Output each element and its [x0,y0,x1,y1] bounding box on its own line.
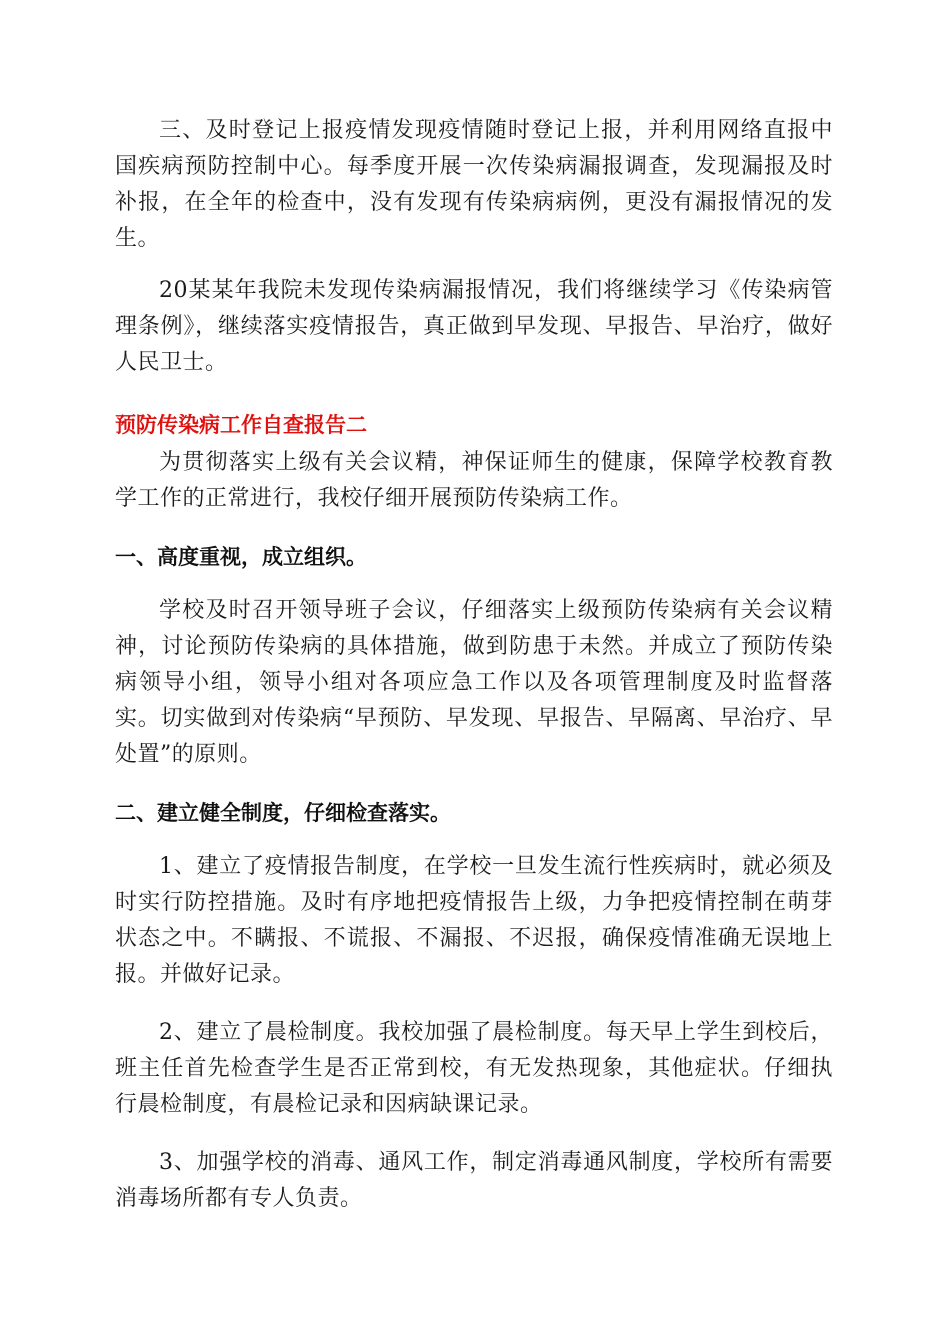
paragraph-morning-check: 2、建立了晨检制度。我校加强了晨检制度。每天早上学生到校后，班主任首先检查学生是否正常到校，有无发热现象，其他症状。仔细执行晨检制度，有晨检记录和因病缺课记录。 [115,1020,833,1117]
document-body [115,113,833,1233]
paragraph-organization: 学校及时召开领导班子会议，仔细落实上级预防传染病有关会议精神，讨论预防传染病的具体措施，做到防患于未然。并成立了预防传染病领导小组，领导小组对各项应急工作以及各项管理制度及时监督落实。切实做到对传染病“早预防、早发现、早报告、早隔离、早治疗、早处置”的原则。 [115,598,833,767]
paragraph-epidemic-report: 1、建立了疫情报告制度，在学校一旦发生流行性疾病时，就必须及时实行防控措施。及时有序地把疫情报告上级，力争把疫情控制在萌芽状态之中。不瞒报、不谎报、不漏报、不迟报，确保疫情准确无误地上报。并做好记录。 [115,854,833,987]
section-title: 预防传染病工作自查报告二 [115,413,367,437]
heading-system: 二、建立健全制度，仔细检查落实。 [115,801,451,825]
paragraph-disinfection: 3、加强学校的消毒、通风工作，制定消毒通风制度，学校所有需要消毒场所都有专人负责。 [115,1150,833,1211]
paragraph-intro: 为贯彻落实上级有关会议精，神保证师生的健康，保障学校教育教学工作的正常进行，我校仔细开展预防传染病工作。 [115,450,833,511]
paragraph-report-timely: 三、及时登记上报疫情发现疫情随时登记上报，并利用网络直报中国疾病预防控制中心。每季度开展一次传染病漏报调查，发现漏报及时补报，在全年的检查中，没有发现有传染病病例，更没有漏报情况的发生。 [115,118,833,251]
heading-organization: 一、高度重视，成立组织。 [115,545,367,569]
paragraph-summary: 20某某年我院未发现传染病漏报情况，我们将继续学习《传染病管理条例》，继续落实疫情报告，真正做到早发现、早报告、早治疗，做好人民卫士。 [115,278,833,375]
